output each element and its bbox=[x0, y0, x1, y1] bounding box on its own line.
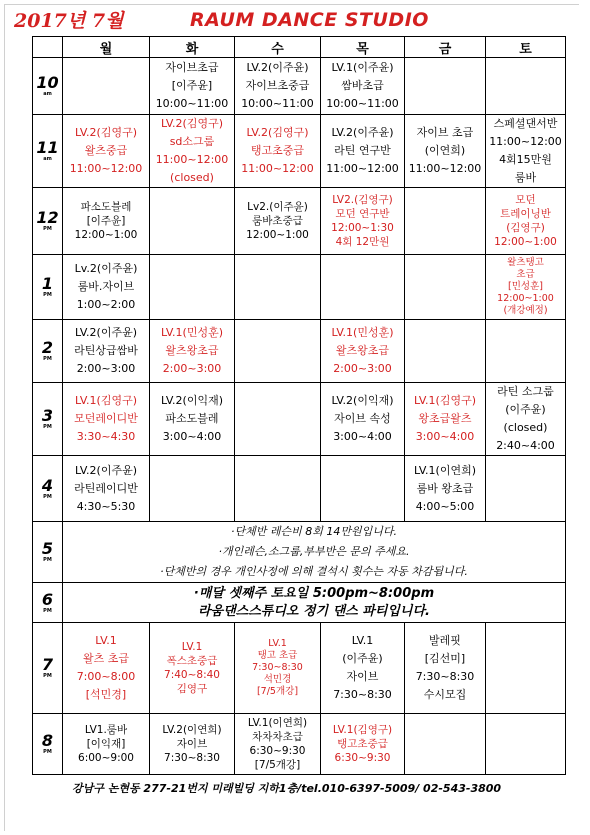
class-cell bbox=[321, 115, 405, 188]
class-line: 라틴 소그룹 bbox=[497, 385, 554, 398]
class-line: [석민경] bbox=[85, 688, 127, 701]
time-hour: 3 bbox=[41, 406, 54, 425]
class-cell bbox=[63, 456, 150, 522]
time-period: PM bbox=[43, 424, 52, 430]
time-cell bbox=[33, 522, 63, 583]
class-line: LV.1 bbox=[181, 641, 203, 653]
party-notice bbox=[63, 583, 566, 623]
time-hour: 4 bbox=[41, 475, 54, 495]
class-line: 10:00~11:00 bbox=[241, 97, 314, 110]
class-cell bbox=[150, 623, 235, 714]
class-line: 왈츠왕초급 bbox=[335, 344, 390, 357]
class-line: 왕초급왈츠 bbox=[418, 412, 472, 425]
studio-title: RAUM DANCE STUDIO bbox=[190, 9, 429, 31]
class-line: 트레이닝반 bbox=[500, 208, 551, 220]
class-line: 12:00~1:30 bbox=[331, 222, 394, 234]
class-cell bbox=[486, 255, 566, 320]
schedule-row bbox=[33, 58, 566, 115]
schedule-row bbox=[33, 456, 566, 522]
class-line: 자이브 bbox=[346, 670, 379, 683]
empty-cell bbox=[486, 623, 566, 714]
schedule-row bbox=[33, 188, 566, 255]
class-line: (김영구) bbox=[506, 222, 545, 234]
class-cell bbox=[235, 714, 321, 775]
class-line: (closed) bbox=[170, 171, 214, 184]
class-cell bbox=[321, 623, 405, 714]
class-line: 3:30~4:30 bbox=[76, 430, 136, 443]
class-cell bbox=[63, 383, 150, 456]
empty-cell bbox=[405, 320, 486, 383]
class-line: LV.1(민성훈) bbox=[331, 326, 394, 339]
class-line: Lv2.(이주윤) bbox=[247, 201, 308, 213]
empty-cell bbox=[235, 383, 321, 456]
time-period: am bbox=[43, 156, 52, 162]
time-cell bbox=[33, 383, 63, 456]
corner-cell bbox=[33, 37, 63, 58]
class-cell bbox=[405, 456, 486, 522]
class-line: 3:00~4:00 bbox=[415, 430, 475, 443]
class-line: 모던 bbox=[515, 194, 536, 206]
class-cell bbox=[405, 115, 486, 188]
class-line: 룸바 왕초급 bbox=[416, 481, 474, 495]
class-line: LV.1(김영구) bbox=[75, 394, 137, 407]
class-cell bbox=[321, 320, 405, 383]
class-line: 파소도블레 bbox=[80, 201, 132, 213]
time-hour: 12 bbox=[36, 208, 59, 227]
class-line: 10:00~11:00 bbox=[326, 97, 399, 110]
class-line: Lv.2(이주윤) bbox=[74, 262, 138, 275]
time-period: PM bbox=[43, 607, 52, 614]
time-cell bbox=[33, 58, 63, 115]
empty-cell bbox=[150, 188, 235, 255]
time-hour: 1 bbox=[41, 274, 54, 293]
day-header-row bbox=[33, 37, 566, 58]
class-line: LV.1(이연희) bbox=[414, 463, 476, 477]
class-line: 탱고초중급 bbox=[337, 738, 388, 750]
class-line: [민성훈] bbox=[508, 281, 543, 292]
class-cell bbox=[486, 115, 566, 188]
class-line: 11:00~12:00 bbox=[408, 162, 482, 175]
class-line: [이익재] bbox=[86, 738, 126, 750]
class-line: 11:00~12:00 bbox=[155, 153, 229, 166]
class-line: 폭스초중급 bbox=[166, 655, 218, 667]
empty-cell bbox=[150, 456, 235, 522]
empty-cell bbox=[486, 714, 566, 775]
class-cell bbox=[235, 58, 321, 115]
empty-cell bbox=[486, 58, 566, 115]
class-line: 자이브초급 bbox=[165, 61, 219, 74]
time-cell bbox=[33, 714, 63, 775]
class-line: 자이브 속성 bbox=[334, 412, 391, 425]
empty-cell bbox=[405, 58, 486, 115]
class-cell bbox=[150, 58, 235, 115]
class-line: 자이브초중급 bbox=[245, 79, 310, 92]
class-line: LV.2(김영구) bbox=[161, 117, 223, 130]
month-title: 2017년 7월 bbox=[14, 10, 124, 32]
class-cell bbox=[150, 320, 235, 383]
time-hour: 10 bbox=[36, 73, 59, 92]
class-line: LV.2(이익재) bbox=[331, 394, 394, 407]
class-cell bbox=[321, 714, 405, 775]
empty-cell bbox=[235, 320, 321, 383]
notice-line: 라움댄스스튜디오 정기 댄스 파티입니다. bbox=[197, 603, 430, 619]
class-line: 룸바 bbox=[514, 171, 537, 184]
class-line: LV.2(이익재) bbox=[161, 394, 223, 407]
class-line: [이주윤] bbox=[171, 79, 213, 92]
class-line: 2:00~3:00 bbox=[333, 362, 392, 375]
class-line: 4회 12만원 bbox=[335, 236, 390, 248]
class-line: LV2.(김영구) bbox=[332, 194, 393, 206]
class-line: 파소도블레 bbox=[165, 412, 219, 425]
schedule-row bbox=[33, 522, 566, 583]
time-hour: 11 bbox=[36, 138, 59, 157]
class-cell bbox=[150, 383, 235, 456]
class-cell bbox=[63, 320, 150, 383]
class-line: LV.2(김영구) bbox=[246, 126, 309, 139]
time-cell bbox=[33, 623, 63, 714]
class-line: 룸바초중급 bbox=[252, 215, 303, 227]
class-line: LV.2(이주윤) bbox=[75, 463, 137, 477]
schedule-row bbox=[33, 320, 566, 383]
class-line: [7/5개강] bbox=[254, 759, 301, 771]
class-line: 초급 bbox=[516, 269, 535, 280]
class-cell bbox=[150, 115, 235, 188]
class-cell bbox=[321, 383, 405, 456]
class-line: 11:00~12:00 bbox=[326, 162, 399, 175]
class-cell bbox=[235, 623, 321, 714]
class-line: 1:00~2:00 bbox=[76, 298, 136, 311]
class-cell bbox=[63, 623, 150, 714]
schedule-row bbox=[33, 623, 566, 714]
time-period: am bbox=[43, 91, 52, 97]
class-line: 2:40~4:00 bbox=[496, 439, 555, 452]
empty-cell bbox=[63, 58, 150, 115]
class-line: 6:30~9:30 bbox=[249, 745, 306, 757]
class-line: [7/5개강] bbox=[256, 686, 299, 697]
class-cell bbox=[235, 188, 321, 255]
empty-cell bbox=[321, 456, 405, 522]
class-line: 6:30~9:30 bbox=[334, 752, 391, 764]
class-line: 4:00~5:00 bbox=[415, 499, 475, 513]
class-line: 12:00~1:00 bbox=[246, 229, 309, 241]
class-line: 11:00~12:00 bbox=[69, 162, 143, 175]
time-period: PM bbox=[43, 673, 52, 679]
class-line: 4회15만원 bbox=[499, 153, 552, 166]
class-line: (이주윤) bbox=[505, 403, 546, 416]
class-line: 자이브 초급 bbox=[416, 126, 474, 139]
class-line: 왈츠 초급 bbox=[82, 652, 129, 665]
empty-cell bbox=[486, 320, 566, 383]
class-line: 석민경 bbox=[263, 674, 292, 685]
day-header: 화 bbox=[150, 37, 235, 58]
footer-address: 강남구 논현동 277-21번지 미래빌딩 지하1층/tel.010-6397-5009/ 02-543-3800 bbox=[72, 782, 502, 795]
class-line: 수시모집 bbox=[423, 688, 467, 701]
schedule-row bbox=[33, 383, 566, 456]
class-line: 7:00~8:00 bbox=[76, 670, 136, 683]
class-line: 왈츠탱고 bbox=[507, 257, 544, 268]
time-hour: 5 bbox=[41, 539, 54, 558]
class-line: 7:30~8:30 bbox=[252, 662, 303, 673]
class-cell bbox=[63, 714, 150, 775]
class-line: LV.2(이연희) bbox=[162, 724, 222, 736]
time-hour: 6 bbox=[41, 589, 54, 609]
time-hour: 8 bbox=[41, 731, 54, 750]
class-line: 모던레이디반 bbox=[74, 412, 138, 425]
class-line: 라틴 연구반 bbox=[334, 144, 391, 157]
class-line: 7:30~8:30 bbox=[415, 670, 475, 683]
class-line: 7:30~8:30 bbox=[164, 752, 220, 764]
day-header: 수 bbox=[235, 37, 321, 58]
class-cell bbox=[150, 714, 235, 775]
class-line: 6:00~9:00 bbox=[78, 752, 134, 764]
class-cell bbox=[235, 115, 321, 188]
class-line: LV.1(김영구) bbox=[332, 724, 393, 736]
class-line: 왈츠중급 bbox=[84, 144, 128, 157]
schedule-row bbox=[33, 255, 566, 320]
time-cell bbox=[33, 255, 63, 320]
class-line: [이주윤] bbox=[86, 215, 126, 227]
class-line: 왈츠왕초급 bbox=[165, 344, 219, 357]
empty-cell bbox=[235, 255, 321, 320]
class-line: 탱고초중급 bbox=[250, 144, 305, 157]
class-line: 라틴레이디반 bbox=[74, 481, 138, 495]
time-period: PM bbox=[43, 749, 52, 755]
class-line: 10:00~11:00 bbox=[155, 97, 229, 110]
time-cell bbox=[33, 320, 63, 383]
time-cell bbox=[33, 583, 63, 623]
class-line: 발레핏 bbox=[429, 634, 461, 647]
class-line: 7:40~8:40 bbox=[164, 669, 220, 681]
class-line: 2:00~3:00 bbox=[76, 362, 136, 375]
notice-line: ·개인레슨,소그룹,부부반은 문의 주세요. bbox=[218, 545, 410, 558]
class-line: (이연희) bbox=[424, 144, 466, 157]
class-line: LV.1(민성훈) bbox=[161, 326, 223, 339]
schedule-row bbox=[33, 714, 566, 775]
schedule-row bbox=[33, 583, 566, 623]
class-line: LV.1(김영구) bbox=[414, 394, 476, 407]
class-line: LV1.룸바 bbox=[84, 724, 128, 736]
class-cell bbox=[321, 58, 405, 115]
day-header: 월 bbox=[63, 37, 150, 58]
class-line: (개강예정) bbox=[503, 305, 548, 316]
class-line: 자이브 bbox=[176, 738, 208, 750]
schedule-row bbox=[33, 115, 566, 188]
class-line: 스페셜댄서반 bbox=[493, 117, 558, 130]
empty-cell bbox=[150, 255, 235, 320]
class-line: LV.1(이주윤) bbox=[331, 61, 394, 74]
empty-cell bbox=[405, 188, 486, 255]
class-line: LV.1 bbox=[95, 634, 117, 647]
class-line: 모던 연구반 bbox=[335, 208, 390, 220]
day-header: 금 bbox=[405, 37, 486, 58]
notice-line: ·단체반 레슨비 8회 14만원입니다. bbox=[231, 525, 397, 538]
class-line: 11:00~12:00 bbox=[489, 135, 562, 148]
class-line: [김선미] bbox=[424, 652, 466, 665]
class-line: sd소그룹 bbox=[169, 135, 215, 148]
class-line: 룸바.자이브 bbox=[77, 280, 135, 293]
class-cell bbox=[405, 623, 486, 714]
class-line: LV.1 bbox=[351, 634, 374, 647]
class-line: 12:00~1:00 bbox=[497, 293, 554, 304]
empty-cell bbox=[321, 255, 405, 320]
time-cell bbox=[33, 188, 63, 255]
class-cell bbox=[63, 255, 150, 320]
class-line: 3:00~4:00 bbox=[333, 430, 392, 443]
empty-cell bbox=[486, 456, 566, 522]
class-line: (closed) bbox=[503, 421, 548, 434]
time-cell bbox=[33, 115, 63, 188]
class-cell bbox=[63, 188, 150, 255]
time-cell bbox=[33, 456, 63, 522]
lesson-notice bbox=[63, 522, 566, 583]
class-line: 3:00~4:00 bbox=[162, 430, 222, 443]
empty-cell bbox=[405, 714, 486, 775]
class-line: LV.1(이연희) bbox=[247, 717, 308, 729]
class-line: 차차차초급 bbox=[252, 731, 303, 743]
class-cell bbox=[486, 188, 566, 255]
class-line: LV.2(이주윤) bbox=[75, 326, 137, 339]
class-line: LV.2(이주윤) bbox=[331, 126, 394, 139]
empty-cell bbox=[235, 456, 321, 522]
time-period: PM bbox=[43, 226, 52, 232]
day-header: 토 bbox=[486, 37, 566, 58]
class-cell bbox=[63, 115, 150, 188]
schedule-table bbox=[32, 36, 566, 775]
class-line: LV.2(이주윤) bbox=[246, 61, 309, 74]
class-line: 11:00~12:00 bbox=[241, 162, 314, 175]
class-line: 라틴상급쌈바 bbox=[74, 344, 138, 357]
time-hour: 2 bbox=[41, 338, 54, 357]
empty-cell bbox=[405, 255, 486, 320]
class-cell bbox=[486, 383, 566, 456]
class-line: 탱고 초급 bbox=[257, 650, 298, 661]
class-line: 4:30~5:30 bbox=[76, 499, 136, 513]
class-line: 김영구 bbox=[176, 683, 208, 695]
notice-line: ·매달 셋째주 토요일 5:00pm~8:00pm bbox=[193, 585, 435, 601]
notice-line: ·단체반의 경우 개인사정에 의해 결석시 횟수는 자동 차감됩니다. bbox=[160, 565, 468, 578]
class-cell bbox=[405, 383, 486, 456]
time-period: PM bbox=[43, 292, 52, 298]
class-line: LV.2(김영구) bbox=[75, 126, 137, 139]
class-line: 7:30~8:30 bbox=[333, 688, 392, 701]
day-header: 목 bbox=[321, 37, 405, 58]
time-period: PM bbox=[43, 356, 52, 362]
class-line: 쌈바초급 bbox=[341, 79, 384, 92]
time-period: PM bbox=[43, 557, 52, 563]
class-line: 12:00~1:00 bbox=[74, 229, 138, 241]
class-line: 2:00~3:00 bbox=[162, 362, 222, 375]
class-cell bbox=[321, 188, 405, 255]
time-period: PM bbox=[43, 493, 52, 500]
class-line: (이주윤) bbox=[342, 652, 383, 665]
class-line: LV.1 bbox=[268, 638, 287, 649]
class-line: 12:00~1:00 bbox=[494, 236, 557, 248]
time-hour: 7 bbox=[41, 655, 54, 674]
